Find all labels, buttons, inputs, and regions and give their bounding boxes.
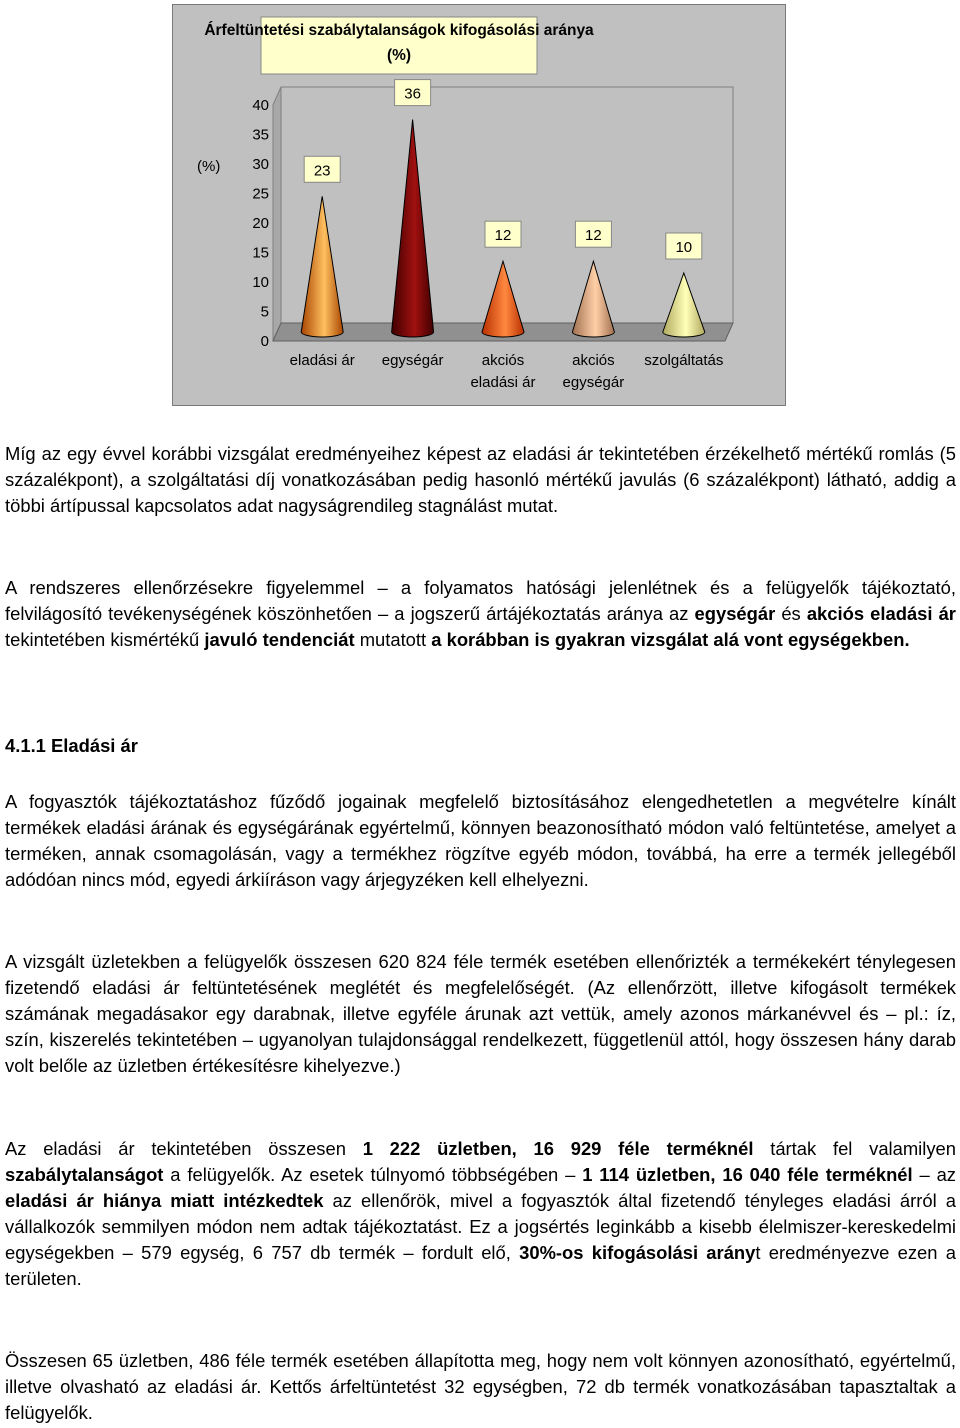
x-category-label: akciós [481,352,525,369]
p2-bold-trend: javuló tendenciát [204,629,355,650]
cone-chart [173,5,787,407]
chart-container [172,4,786,406]
y-tick-label: 15 [252,244,269,262]
data-label: 12 [494,227,512,245]
x-category-label: eladási ár [470,374,536,391]
p5-bold-counts-2: 1 114 üzletben, 16 040 féle terméknél [582,1164,913,1185]
y-tick-label: 30 [252,156,269,173]
p5-text-e: a felügyelők. Az esetek túlnyomó többségében – [163,1164,583,1185]
p5-bold-counts: 1 222 üzletben, 16 929 féle terméknél [362,1138,754,1159]
paragraph-1: Míg az egy évvel korábbi vizsgálat eredményeihez képest az eladási ár tekintetében érzékelhető mértékű romlás (5 százalékpont), a szolgáltatási díj vonatkozásában pedig hasonló mértékű javulás (6 százalékpont) látható, addig a többi ártípussal kapcsolatos adat nagyságrendileg stagnálást mutat. [5,443,956,516]
p5-text-k: t eredményezve ezen a területen. [5,1242,956,1289]
p2-text-a: A rendszeres ellenőrzésekre figyelemmel – a folyamatos hatósági jelenlétnek és a felügyelők tájékoztató, felvilágosító tevékenységének köszönhetően – a jogszerű ártájékoztatás aránya az [5,577,956,624]
p5-text-a: Az eladási ár tekintetében összesen [5,1138,363,1159]
paragraph-6: Összesen 65 üzletben, 486 féle termék esetében állapította meg, hogy nem volt könnyen azonosítható, egyértelmű, illetve olvasható az eladási ár. Kettős árfeltüntetést 32 egységben, 72 db termék vonatkozásában tapasztaltak a felügyelők. [5,1350,956,1423]
x-category-label: egységár [381,352,444,369]
y-tick-label: 10 [252,274,269,291]
x-category-label: egységár [562,374,625,391]
y-tick-label: 5 [260,303,269,321]
p5-text-i: az ellenőrök, mivel a fogyasztók által fizetendő tényleges eladási árról a vállalkozók semmilyen módon nem adtak tájékoztatást. Ez a jogsértés leginkább a kisebb élelmiszer-kereskedelmi egységekben – 579 egység, 6 757 db termék – fordult elő, [5,1190,956,1263]
plot-area [252,80,733,391]
section-heading: 4.1.1 Eladási ár [5,735,138,756]
x-category-label: akciós [572,352,615,369]
p5-bold-irregularity: szabálytalanságot [5,1164,164,1185]
data-label: 12 [585,227,602,245]
paragraph-5 [5,1136,956,1292]
p2-text-g: mutatott [354,629,432,650]
p5-bold-ratio: 30%-os kifogásolási arány [519,1242,756,1263]
y-tick-label: 0 [260,333,269,350]
chart-title-line2: (%) [386,47,412,64]
p5-text-c: tártak fel valamilyen [753,1138,957,1159]
chart-title-line1: Árfeltüntetési szabálytalanságok kifogásolási aránya [204,22,594,39]
paragraph-4: A vizsgált üzletekben a felügyelők összesen 620 824 féle termék esetében ellenőrizték a termékekért ténylegesen fizetendő eladási ár feltüntetésének meglétét és megfelelőségét. (Az ellenőrzött, illetve kifogásolt termékek számának megadásakor egy darabnak, illetve egyféle árunak azt vettük, amely azonos márkanévvel és – pl.: íz, szín, kiszerelés tekintetében – ugyanolyan tulajdonsággal rendelkezett, függetlenül attól, hogy összesen hány darab volt belőle az üzletben értékesítésre kihelyezve.) [5,951,956,1076]
data-label: 23 [313,162,331,180]
p5-text-g: – az [912,1164,956,1185]
x-category-label: szolgáltatás [644,352,724,369]
y-axis-label: (%) [197,158,221,175]
p2-text-e: tekintetében kismértékű [5,629,205,650]
p2-bold-sale-price: akciós eladási ár [806,603,956,624]
paragraph-2 [5,575,956,653]
data-label: 10 [675,239,693,256]
x-category-label: eladási ár [289,352,355,369]
p5-bold-missing-price: eladási ár hiánya miatt intézkedtek [5,1190,324,1211]
paragraph-3: A fogyasztók tájékoztatáshoz fűződő jogainak megfelelő biztosításához elengedhetetlen a megvételre kínált termékek eladási árának és egységárának egyértelmű, könnyen beazonosítható módon való feltüntetése, amelyet a terméken, annak csomagolásán, vagy a termékhez rögzítve egyéb módon, továbbá, ha erre a termék jellegéből adódóan nincs mód, egyedi árkiíráson vagy árjegyzéken kell elhelyezni. [5,791,956,890]
chart-side-wall [273,87,281,341]
p2-bold-units: a korábban is gyakran vizsgálat alá vont egységekben. [431,629,910,650]
p2-text-c: és [775,603,807,624]
y-tick-label: 40 [252,97,269,114]
p2-bold-unit-price: egységár [694,603,776,624]
y-tick-label: 25 [252,185,269,203]
data-label: 36 [404,85,421,103]
y-tick-label: 35 [252,126,269,144]
y-tick-label: 20 [252,215,269,232]
